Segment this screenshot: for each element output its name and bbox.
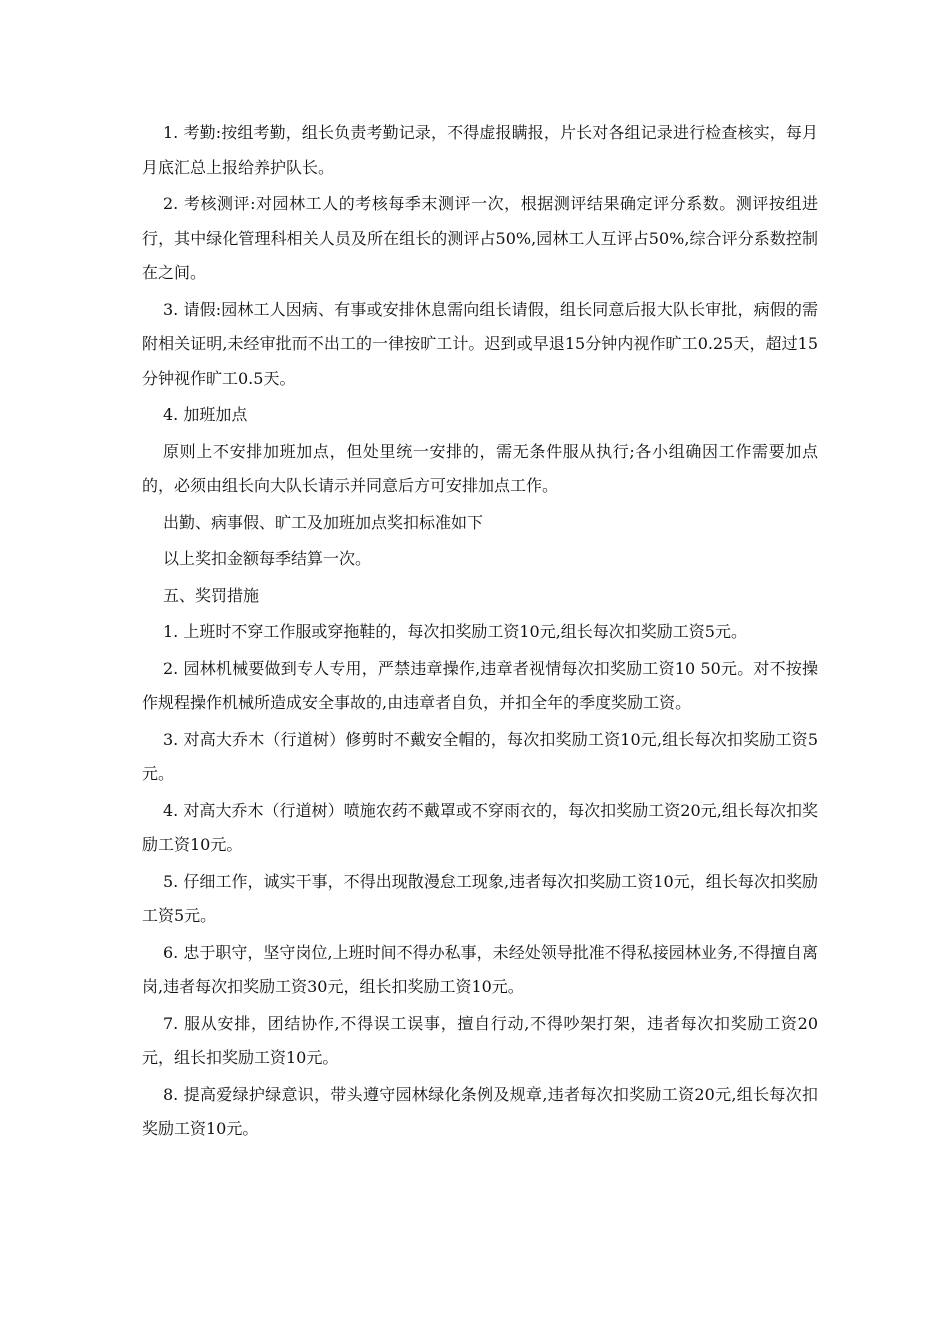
paragraph-assessment: 2. 考核测评:对园林工人的考核每季末测评一次，根据测评结果确定评分系数。测评按组进行，其中绿化管理科相关人员及所在组长的测评占50%,园林工人互评占50%,综合评分系数控制在之间。 — [142, 194, 818, 282]
rule-item-6: 6. 忠于职守，坚守岗位,上班时间不得办私事，未经处领导批准不得私接园林业务,不得擅自离岗,违者每次扣奖励工资30元，组长扣奖励工资10元。 — [142, 942, 818, 996]
paragraph-leave: 3. 请假:园林工人因病、有事或安排休息需向组长请假，组长同意后报大队长审批，病假的需附相关证明,未经审批而不出工的一律按旷工计。迟到或早退15分钟内视作旷工0.25天，超过15分钟视作旷工0.5天。 — [142, 299, 818, 388]
paragraph-attendance: 1. 考勤:按组考勤，组长负责考勤记录，不得虚报瞒报，片长对各组记录进行检查核实，每月月底汇总上报给养护队长。 — [142, 123, 818, 177]
rule-item-7: 7. 服从安排，团结协作,不得误工误事，擅自行动,不得吵架打架，违者每次扣奖励工资20元，组长扣奖励工资10元。 — [142, 1013, 818, 1067]
rule-item-5: 5. 仔细工作，诚实干事，不得出现散漫怠工现象,违者每次扣奖励工资10元，组长每次扣奖励工资5元。 — [142, 871, 818, 925]
rule-item-1: 1. 上班时不穿工作服或穿拖鞋的，每次扣奖励工资10元,组长每次扣奖励工资5元。 — [163, 622, 747, 641]
paragraph-overtime-rule: 原则上不安排加班加点，但处里统一安排的，需无条件服从执行;各小组确因工作需要加点的，必须由组长向大队长请示并同意后方可安排加点工作。 — [142, 441, 818, 495]
paragraph-overtime-heading: 4. 加班加点 — [163, 405, 248, 424]
rule-item-8: 8. 提高爱绿护绿意识，带头遵守园林绿化条例及规章,违者每次扣奖励工资20元,组长每次扣奖励工资10元。 — [142, 1084, 818, 1138]
paragraph-standards-intro: 出勤、病事假、旷工及加班加点奖扣标准如下 — [163, 512, 484, 532]
rule-item-4: 4. 对高大乔木（行道树）喷施农药不戴罩或不穿雨衣的，每次扣奖励工资20元,组长每次扣奖励工资10元。 — [142, 800, 818, 854]
paragraph-settlement: 以上奖扣金额每季结算一次。 — [163, 549, 372, 568]
section-heading-rewards-penalties: 五、奖罚措施 — [163, 585, 260, 605]
rule-item-3: 3. 对高大乔木（行道树）修剪时不戴安全帽的，每次扣奖励工资10元,组长每次扣奖励工资5元。 — [142, 729, 818, 783]
document-body — [142, 116, 818, 1147]
rule-item-2: 2. 园林机械要做到专人专用，严禁违章操作,违章者视情每次扣奖励工资10 50元。对不按操作规程操作机械所造成安全事故的,由违章者自负，并扣全年的季度奖励工资。 — [142, 658, 818, 712]
